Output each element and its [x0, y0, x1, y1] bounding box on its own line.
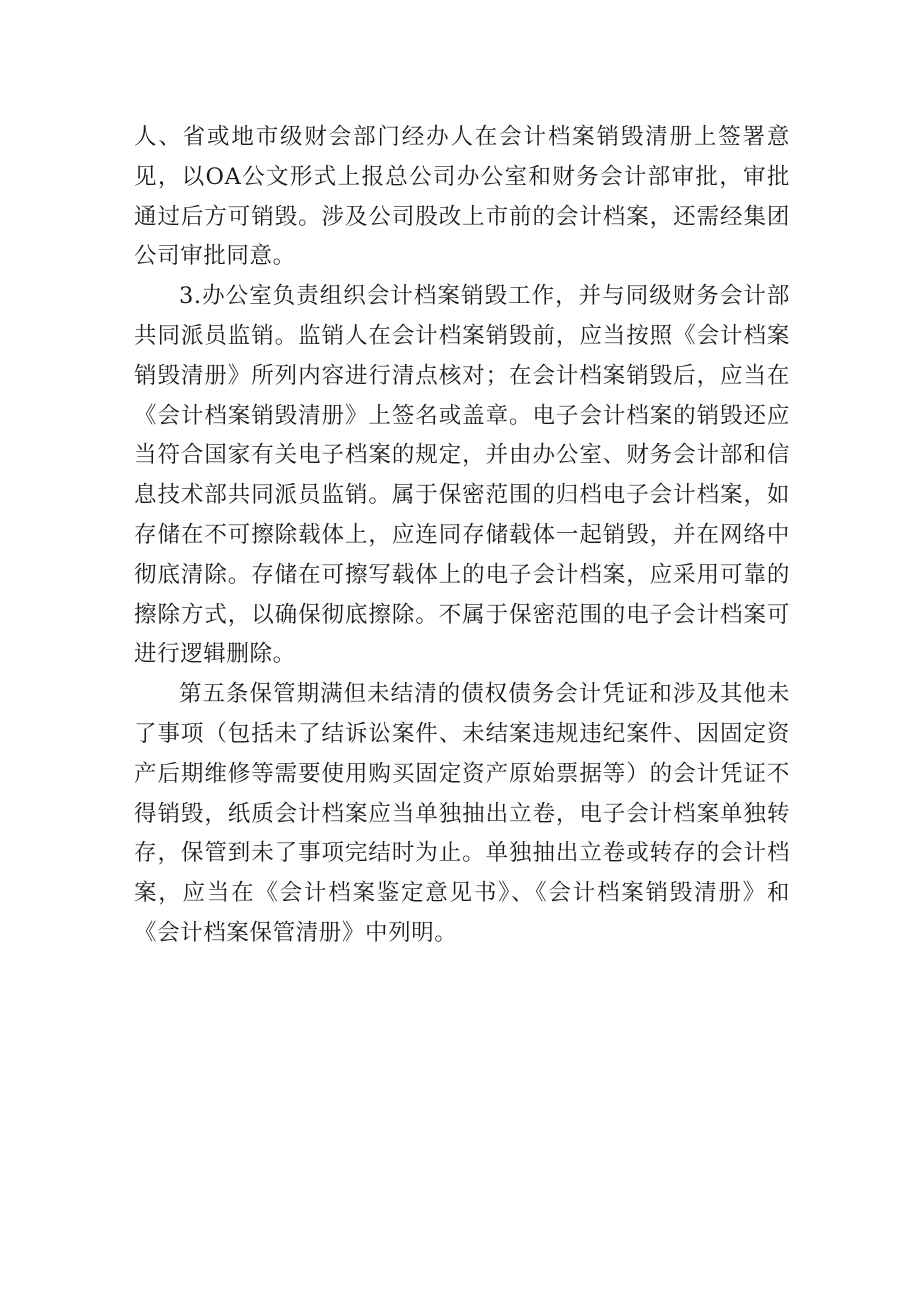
paragraph-continuation: 人、省或地市级财会部门经办人在会计档案销毁清册上签署意见，以OA公文形式上报总公司办公室和财务会计部审批，审批通过后方可销毁。涉及公司股改上市前的会计档案，还需经集团公司审批同意。: [134, 124, 790, 270]
document-body: [134, 118, 790, 954]
paragraph-item-3: 3.办公室负责组织会计档案销毁工作，并与同级财务会计部共同派员监销。监销人在会计档案销毁前，应当按照《会计档案销毁清册》所列内容进行清点核对；在会计档案销毁后，应当在《会计档案销毁清册》上签名或盖章。电子会计档案的销毁还应当符合国家有关电子档案的规定，并由办公室、财务会计部和信息技术部共同派员监销。属于保密范围的归档电子会计档案，如存储在不可擦除载体上，应连同存储载体一起销毁，并在网络中彻底清除。存储在可擦写载体上的电子会计档案，应采用可靠的擦除方式，以确保彻底擦除。不属于保密范围的电子会计档案可进行逻辑删除。: [134, 283, 790, 668]
paragraph-article-5: 第五条保管期满但未结清的债权债务会计凭证和涉及其他未了事项（包括未了结诉讼案件、未结案违规违纪案件、因固定资产后期维修等需要使用购买固定资产原始票据等）的会计凭证不得销毁，纸质会计档案应当单独抽出立卷，电子会计档案单独转存，保管到未了事项完结时为止。单独抽出立卷或转存的会计档案，应当在《会计档案鉴定意见书》、《会计档案销毁清册》和《会计档案保管清册》中列明。: [134, 681, 790, 946]
